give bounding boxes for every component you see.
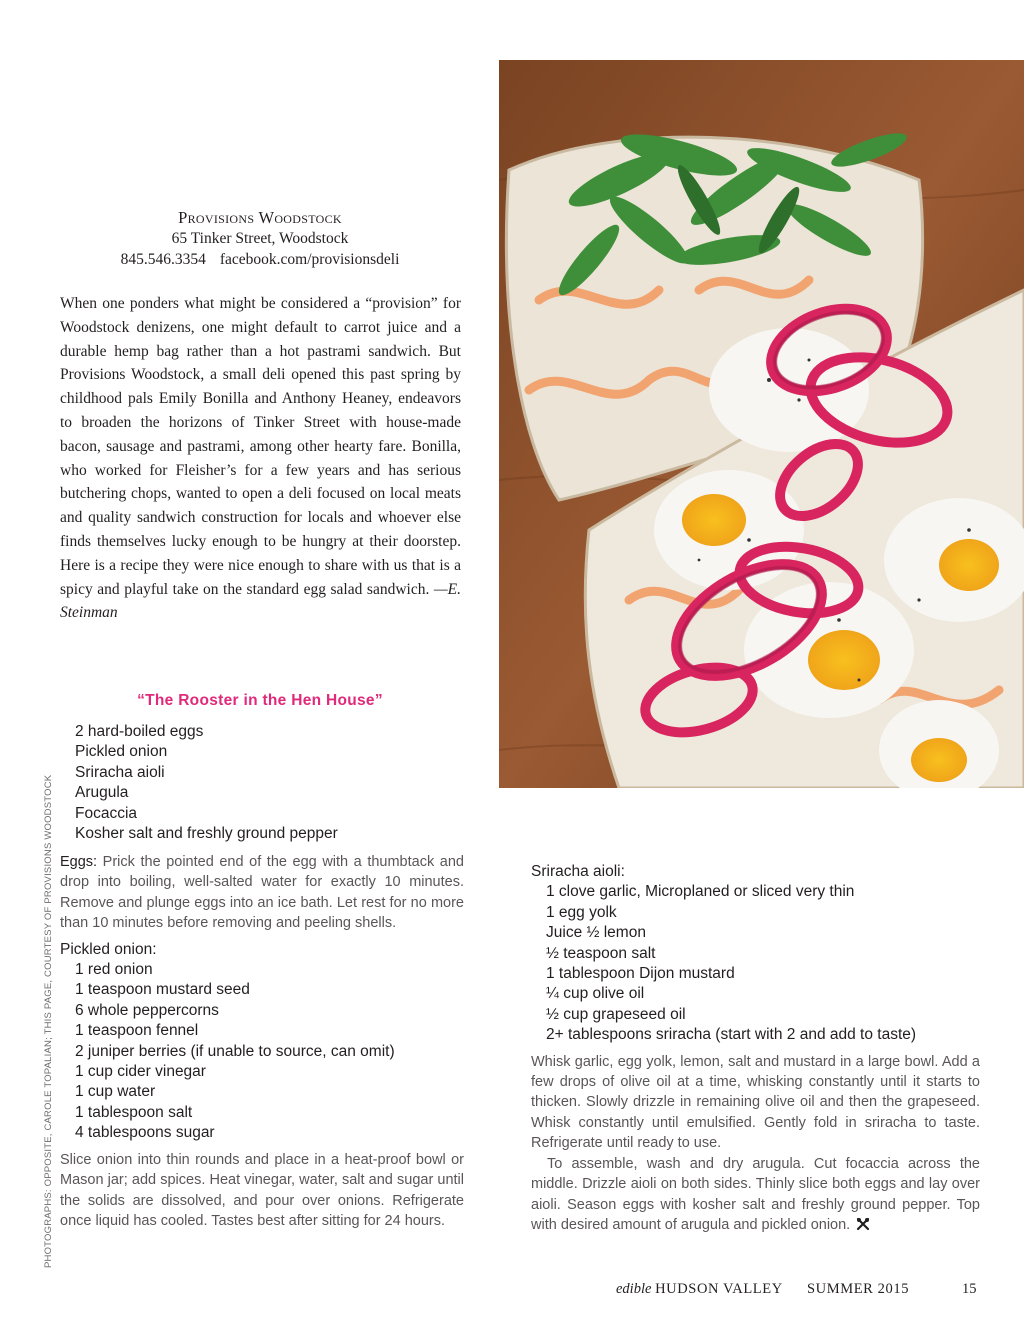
ingredient-item: Sriracha aioli: [75, 763, 165, 781]
list-item: 1 cup water: [75, 1083, 156, 1101]
assembly-instructions: [531, 1154, 980, 1236]
venue-info: [60, 207, 460, 270]
page-number: 15: [962, 1281, 977, 1297]
aioli-list: [531, 882, 980, 1045]
ingredient-list: [75, 722, 465, 844]
list-item: ½ cup grapeseed oil: [546, 1005, 686, 1023]
list-item: 1 teaspoon mustard seed: [75, 981, 250, 999]
left-column: [60, 852, 464, 1231]
venue-phone: 845.546.3354: [120, 251, 206, 268]
assembly-text: To assemble, wash and dry arugula. Cut focaccia across the middle. Drizzle aioli on both sides. Thinly slice both eggs and lay over aioli. Season eggs with kosher salt and freshly ground pepper. Top with desired amount of arugula and pickled onion.: [531, 1155, 980, 1233]
list-item: 1 cup cider vinegar: [75, 1063, 206, 1081]
crossed-utensils-icon: [856, 1217, 870, 1231]
ingredient-item: Pickled onion: [75, 743, 168, 761]
intro-text: When one ponders what might be considered a “provision” for Woodstock denizens, one might default to carrot juice and a durable hemp bag rather than a hot pastrami sandwich. But Provisions Woodstock, a small deli opened this past spring by childhood pals Emily Bonilla and Anthony Heaney, endeavors to broaden the horizons of Tinker Street with house-made bacon, sausage and pastrami, among other hearty fare. Bonilla, who worked for Fleisher’s for a few years and has serious butchering chops, wanted to open a deli focused on local meats and quality sandwich construction for locals and whoever else finds themselves lucky enough to be hungry at their doorstep. Here is a recipe they were nice enough to share with us that is a spicy and playful take on the standard egg salad sandwich.: [60, 295, 461, 598]
page-footer: [616, 1281, 980, 1298]
pickled-onion-method: Slice onion into thin rounds and place in a heat-proof bowl or Mason jar; add spices. Heat vinegar, water, salt and sugar until the solids are dissolved, and pour over onions. Refrigerate once liquid has cooled. Tastes best after sitting for 24 hours.: [60, 1151, 464, 1229]
venue-address: 65 Tinker Street, Woodstock: [171, 230, 349, 247]
venue-name: Provisions Woodstock: [178, 208, 342, 227]
list-item: 2+ tablespoons sriracha (start with 2 and add to taste): [546, 1026, 917, 1044]
list-item: ¼ cup olive oil: [546, 985, 645, 1003]
list-item: 2 juniper berries (if unable to source, can omit): [75, 1042, 395, 1060]
pickled-onion-list: [60, 960, 464, 1144]
ingredient-item: Arugula: [75, 784, 129, 802]
list-item: 6 whole peppercorns: [75, 1001, 219, 1019]
right-column: [531, 862, 980, 1235]
recipe-title: “The Rooster in the Hen House”: [137, 692, 383, 709]
eggs-text: Prick the pointed end of the egg with a thumbtack and drop into boiling, well-salted water for exactly 10 minutes. Remove and plunge eggs into an ice bath. Let rest for no more than 10 minutes before removing and peeling shells.: [60, 854, 464, 932]
footer-issue: SUMMER 2015: [807, 1281, 910, 1297]
list-item: Juice ½ lemon: [546, 924, 646, 942]
footer-brand: edible: [616, 1281, 652, 1297]
list-item: 1 tablespoon Dijon mustard: [546, 965, 735, 983]
list-item: 1 teaspoon fennel: [75, 1022, 199, 1040]
pickled-onion-heading: Pickled onion:: [60, 940, 157, 958]
sandwich-illustration: [499, 60, 1024, 788]
ingredient-item: 2 hard-boiled eggs: [75, 723, 204, 740]
venue-web: facebook.com/provisionsdeli: [219, 251, 400, 268]
ingredient-item: Kosher salt and freshly ground pepper: [75, 825, 338, 843]
aioli-heading: Sriracha aioli:: [531, 863, 625, 880]
venue-contact: [60, 249, 460, 270]
eggs-label: Eggs:: [60, 854, 98, 870]
list-item: 1 clove garlic, Microplaned or sliced very thin: [546, 883, 855, 901]
list-item: ½ teaspoon salt: [546, 944, 656, 962]
list-item: 1 red onion: [75, 961, 153, 979]
ingredient-item: Focaccia: [75, 804, 138, 822]
intro-author: —E. Steinman: [60, 580, 461, 622]
photo-credit: PHOTOGRAPHS: OPPOSITE, CAROLE TOPALIAN; THIS PAGE, COURTESY OF PROVISIONS WOODSTOCK: [43, 774, 54, 1268]
aioli-method: Whisk garlic, egg yolk, lemon, salt and mustard in a large bowl. Add a few drops of olive oil at a time, whisking constantly until it starts to thicken. Slowly drizzle in remaining olive oil and then the grapeseed. Whisk constantly until emulsified. Gently fold in sriracha to taste. Refrigerate until ready to use.: [531, 1053, 980, 1152]
eggs-instructions: [60, 852, 464, 934]
footer-publication: HUDSON VALLEY: [655, 1281, 783, 1297]
list-item: 1 tablespoon salt: [75, 1103, 193, 1121]
list-item: 1 egg yolk: [546, 903, 617, 921]
list-item: 4 tablespoons sugar: [75, 1124, 215, 1142]
sandwich-photo: [499, 60, 1024, 788]
intro-paragraph: [60, 292, 461, 625]
